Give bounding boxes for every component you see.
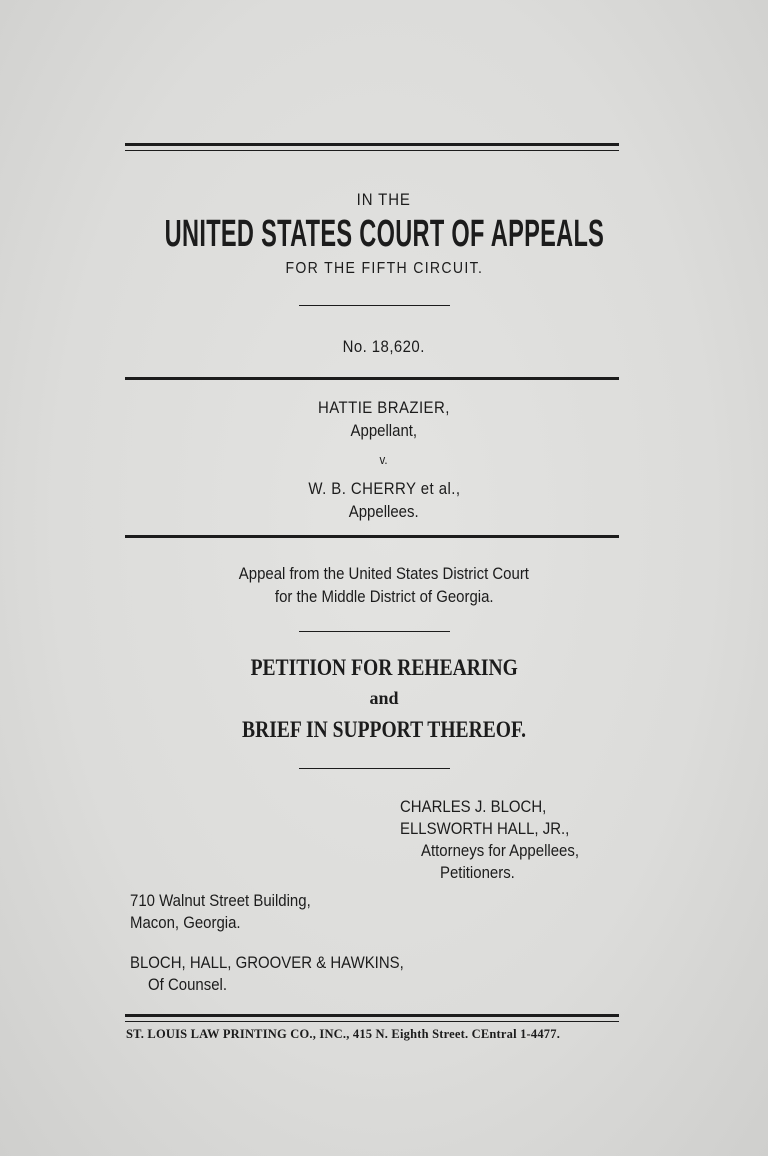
short-rule-3	[299, 768, 450, 769]
thick-rule-2	[125, 535, 619, 538]
appellee-name: W. B. CHERRY et al.,	[307, 479, 461, 498]
address-block	[130, 890, 335, 934]
appeal-line-2: for the Middle District of Georgia.	[274, 587, 494, 606]
court-title: UNITED STATES COURT OF APPEALS	[164, 213, 604, 255]
in-the-label: IN THE	[356, 190, 412, 209]
brief-title: BRIEF IN SUPPORT THEREOF.	[242, 717, 526, 742]
appellant-role: Appellant,	[350, 421, 418, 440]
counsel-block	[130, 952, 441, 996]
attorneys-block	[400, 796, 601, 884]
attorneys-role: Attorneys for Appellees,	[421, 841, 580, 860]
circuit-label: FOR THE FIFTH CIRCUIT.	[285, 260, 483, 277]
address-line-2: Macon, Georgia.	[130, 913, 241, 932]
top-double-rule	[125, 143, 619, 151]
attorney-name-1: CHARLES J. BLOCH,	[400, 797, 547, 816]
appeal-line-1: Appeal from the United States District Court	[238, 564, 530, 583]
petition-title: PETITION FOR REHEARING	[250, 655, 518, 680]
counsel-firm: BLOCH, HALL, GROOVER & HAWKINS,	[130, 953, 404, 972]
short-rule-2	[299, 631, 450, 632]
and-label: and	[369, 688, 399, 708]
short-rule-1	[299, 305, 450, 306]
case-number: No. 18,620.	[342, 337, 426, 356]
attorney-name-2: ELLSWORTH HALL, JR.,	[400, 819, 570, 838]
thick-rule-1	[125, 377, 619, 380]
versus-label: v.	[379, 452, 389, 467]
address-line-1: 710 Walnut Street Building,	[130, 891, 311, 910]
appellant-name: HATTIE BRAZIER,	[318, 398, 450, 417]
petitioners-label: Petitioners.	[440, 863, 515, 882]
bottom-double-rule	[125, 1014, 619, 1022]
counsel-role: Of Counsel.	[148, 975, 227, 994]
printer-footer: ST. LOUIS LAW PRINTING CO., INC., 415 N. Eighth Street. CEntral 1-4477.	[126, 1027, 561, 1041]
appellee-role: Appellees.	[349, 502, 419, 521]
